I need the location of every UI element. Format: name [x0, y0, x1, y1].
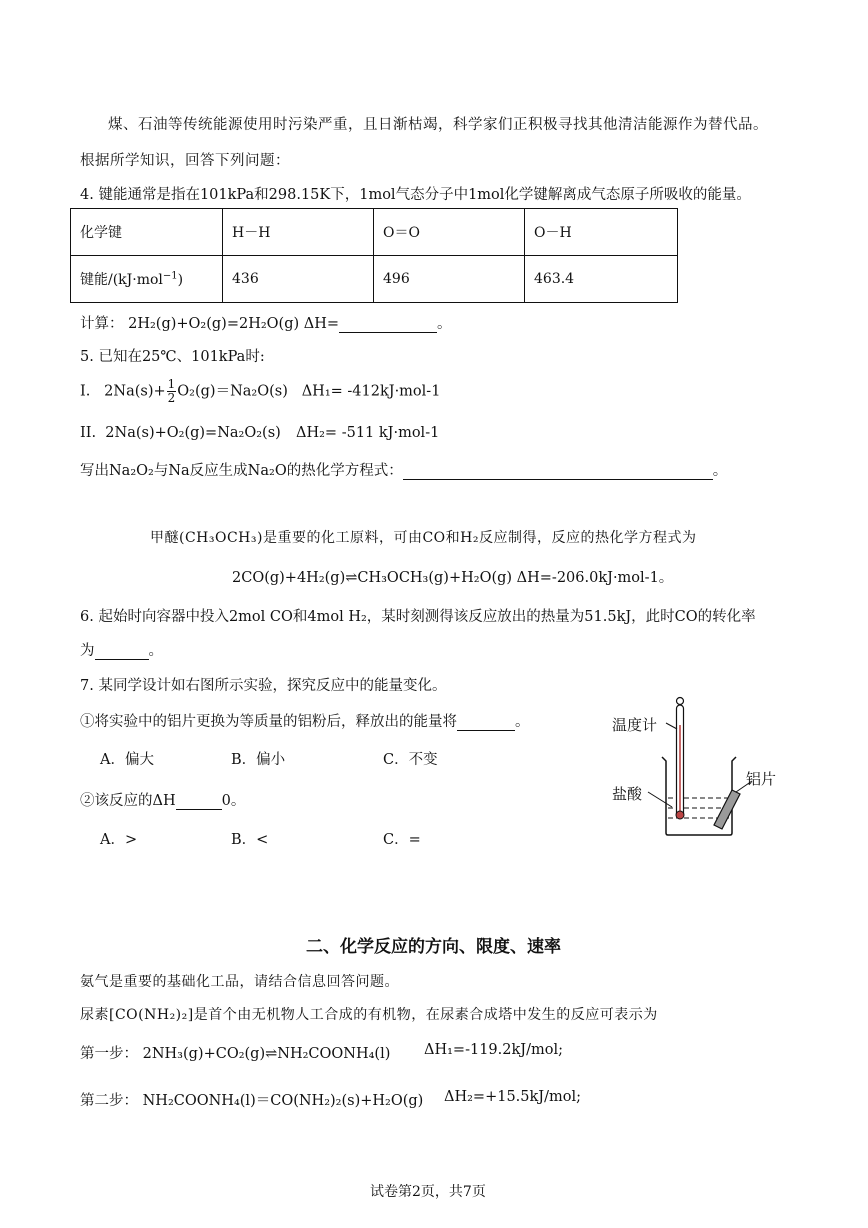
q7-option-b-2[interactable]: B．<: [231, 832, 269, 848]
eq2-text: 2Na(s)+O₂(g)=Na₂O₂(s): [105, 425, 281, 441]
eq1-label: I.: [80, 383, 91, 400]
eq2-label: II.: [80, 425, 97, 441]
q7-sub-2: [80, 789, 245, 810]
table-row-label: [71, 256, 223, 303]
q7-option-a-2[interactable]: A．>: [100, 832, 138, 848]
question-4-text: 4. 键能通常是指在101kPa和298.15K下，1mol气态分子中1mol化学键解离成气态原子所吸收的能量。: [80, 187, 751, 203]
eq1-right: O₂(g)＝Na₂O(s): [177, 383, 288, 400]
answer-blank-q7-1[interactable]: [457, 714, 515, 731]
q7-option-a[interactable]: A．偏大: [100, 752, 154, 768]
frac-denominator: 2: [167, 391, 176, 405]
q7-option-c-2[interactable]: C．=: [383, 832, 421, 848]
q7-option-b[interactable]: B．偏小: [231, 752, 286, 768]
q6-end: 。: [148, 643, 163, 659]
q5-ask-line: [80, 459, 727, 480]
answer-blank-q5[interactable]: [403, 463, 713, 480]
table-row: [71, 209, 678, 256]
aluminum-foil-icon: [714, 790, 740, 829]
q4-calc-prefix: 计算：: [80, 316, 124, 332]
section-2-line-2: 尿素[CO(NH₂)₂]是首个由无机物人工合成的有机物，在尿素合成塔中发生的反应可表示为: [80, 1007, 658, 1023]
table-row: [71, 256, 678, 303]
q4-calc-end: 。: [437, 316, 452, 332]
q7-sub2-text: ②该反应的ΔH: [80, 793, 176, 809]
page-footer: 试卷第2页，共7页: [370, 1184, 486, 1200]
eq1-fraction: [167, 378, 177, 405]
q4-calc-line: [80, 312, 452, 333]
q6-line-2: [80, 639, 163, 660]
step-1-label: 第一步：: [80, 1046, 138, 1062]
thermometer-icon: [676, 698, 684, 820]
question-6-text: 6. 起始时向容器中投入2mol CO和4mol H₂，某时刻测得该反应放出的热量为51.5kJ，此时CO的转化率: [80, 609, 756, 625]
table-value-cell: 463.4: [525, 256, 678, 303]
q7-option-c[interactable]: C．不变: [383, 752, 438, 768]
eq1-left: 2Na(s)+: [104, 383, 166, 400]
q6-prefix: 为: [80, 643, 95, 659]
table-bond-cell: O＝O: [374, 209, 525, 256]
step-2-label: 第二步：: [80, 1093, 138, 1109]
row-label-end: ): [177, 272, 184, 288]
table-bond-cell: O－H: [525, 209, 678, 256]
table-value-cell: 496: [374, 256, 525, 303]
answer-blank-q7-2[interactable]: [176, 793, 222, 810]
bond-energy-table: [70, 208, 678, 303]
section-2-heading: 二、化学反应的方向、限度、速率: [306, 937, 561, 957]
thermometer-label: 温度计: [612, 716, 658, 734]
q7-sub1-end: 。: [515, 714, 530, 730]
eq2-enthalpy: ΔH₂= -511 kJ·mol-1: [296, 425, 440, 441]
q5-equation-1: [80, 378, 440, 405]
row-label-text: 键能/(kJ·mol: [80, 272, 163, 288]
ether-equation: 2CO(g)+4H₂(g)⇌CH₃OCH₃(g)+H₂O(g) ΔH=-206.0kJ·mol-1。: [232, 570, 674, 586]
q4-calc-equation: 2H₂(g)+O₂(g)=2H₂O(g) ΔH=: [128, 316, 340, 332]
table-header-label: 化学键: [71, 209, 223, 256]
step-1-enthalpy: ΔH₁=-119.2kJ/mol;: [424, 1042, 563, 1058]
q5-ask-end: 。: [712, 463, 728, 479]
eq1-enthalpy: ΔH₁= -412kJ·mol-1: [301, 383, 441, 400]
step-2-line: [80, 1089, 423, 1110]
table-bond-cell: H－H: [223, 209, 374, 256]
question-5-text: 5. 已知在25℃、101kPa时:: [80, 349, 265, 365]
frac-numerator: 1: [167, 377, 176, 391]
section-2-line-1: 氨气是重要的基础化工品，请结合信息回答问题。: [80, 974, 399, 990]
acid-label: 盐酸: [612, 785, 643, 803]
q5-equation-2: [80, 425, 281, 441]
q7-sub1-text: ①将实验中的铝片更换为等质量的铝粉后，释放出的能量将: [80, 714, 457, 730]
foil-label: 铝片: [746, 770, 777, 788]
step-1-equation: 2NH₃(g)+CO₂(g)⇌NH₂COONH₄(l): [142, 1046, 391, 1062]
answer-blank-q6[interactable]: [95, 643, 149, 660]
step-2-equation: NH₂COONH₄(l)＝CO(NH₂)₂(s)+H₂O(g): [142, 1093, 424, 1109]
q5-ask: 写出Na₂O₂与Na反应生成Na₂O的热化学方程式：: [80, 463, 403, 479]
answer-blank-q4[interactable]: [339, 316, 437, 333]
ether-line-1: 甲醚(CH₃OCH₃)是重要的化工原料，可由CO和H₂反应制得，反应的热化学方程式为: [150, 530, 697, 546]
q7-sub-1: [80, 710, 530, 731]
table-value-cell: 436: [223, 256, 374, 303]
intro-line-2: 根据所学知识，回答下列问题：: [80, 153, 290, 169]
question-7-text: 7. 某同学设计如右图所示实验，探究反应中的能量变化。: [80, 678, 447, 694]
intro-line-1: 煤、石油等传统能源使用时污染严重，且日渐枯竭，科学家们正积极寻找其他清洁能源作为替代品。: [108, 117, 768, 133]
step-1-line: [80, 1042, 390, 1063]
row-label-sup: −1: [162, 270, 178, 282]
q7-sub2-end: 0。: [221, 793, 246, 809]
step-2-enthalpy: ΔH₂=+15.5kJ/mol;: [444, 1089, 581, 1105]
